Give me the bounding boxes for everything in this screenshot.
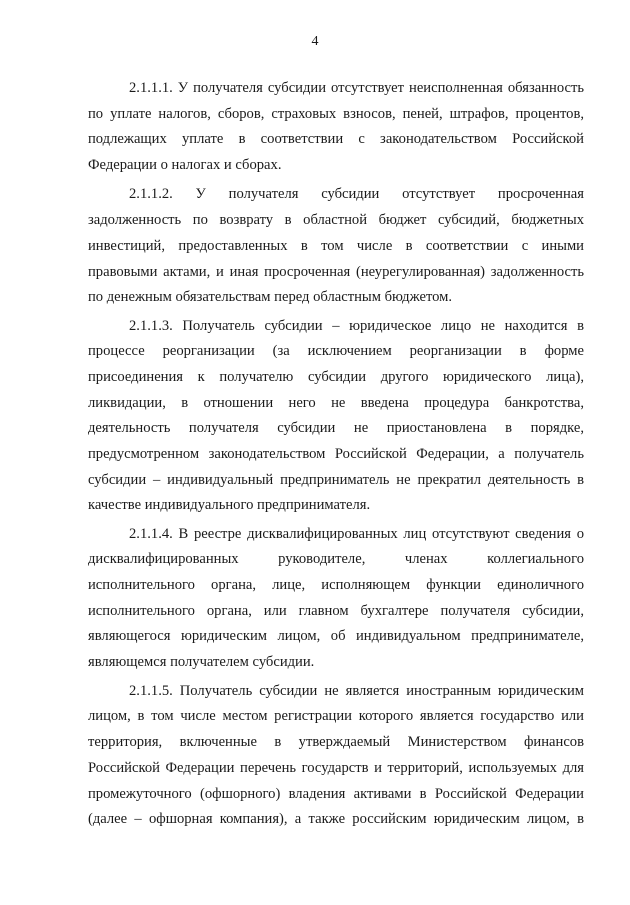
text-line: задолженность по возврату в областной бюджет субсидий, бюджетных — [88, 212, 584, 228]
page-number: 4 — [311, 34, 319, 49]
text-line: предусмотренном законодательством Российской Федерации, а получатель — [88, 446, 584, 462]
text-line: процессе реорганизации (за исключением реорганизации в форме — [88, 343, 584, 359]
text-line: ликвидации, в отношении него не введена процедура банкротства, — [88, 395, 584, 411]
text-line: являющегося юридическим лицом, об индивидуальном предпринимателе, — [88, 628, 584, 644]
text-line: исполнительного органа, или главном бухгалтере получателя субсидии, — [88, 603, 584, 619]
text-line: деятельность получателя субсидии не приостановлена в порядке, — [88, 420, 584, 436]
text-line: правовыми актами, и иная просроченная (неурегулированная) задолженность — [88, 264, 584, 280]
text-line: 2.1.1.4. В реестре дисквалифицированных лиц отсутствуют сведения о — [129, 526, 584, 542]
text-line: 2.1.1.3. Получатель субсидии – юридическое лицо не находится в — [129, 318, 584, 334]
text-line: подлежащих уплате в соответствии с законодательством Российской — [88, 131, 584, 147]
text-line: присоединения к получателю субсидии другого юридического лица), — [88, 369, 584, 385]
text-line: 2.1.1.2. У получателя субсидии отсутствует просроченная — [129, 186, 584, 202]
text-line: являющемся получателем субсидии. — [88, 654, 315, 670]
text-line: промежуточного (офшорного) владения активами в Российской Федерации — [88, 786, 584, 802]
text-line: инвестиций, предоставленных в том числе в соответствии с иными — [88, 238, 584, 254]
text-line: по уплате налогов, сборов, страховых взносов, пеней, штрафов, процентов, — [88, 106, 584, 122]
text-line: исполнительного органа, лице, исполняющем функции единоличного — [88, 577, 584, 593]
text-line: лицом, в том числе местом регистрации которого является государство или — [88, 708, 584, 724]
text-line: Российской Федерации перечень государств и территорий, используемых для — [88, 760, 584, 776]
text-line: по денежным обязательствам перед областным бюджетом. — [88, 289, 453, 305]
text-line: 2.1.1.5. Получатель субсидии не является иностранным юридическим — [129, 683, 584, 699]
text-line: 2.1.1.1. У получателя субсидии отсутствует неисполненная обязанность — [129, 80, 584, 96]
text-line: территория, включенные в утверждаемый Министерством финансов — [88, 734, 584, 750]
text-line: субсидии – индивидуальный предприниматель не прекратил деятельность в — [88, 472, 584, 488]
text-line: Федерации о налогах и сборах. — [88, 157, 282, 173]
text-line: качестве индивидуального предпринимателя. — [88, 497, 371, 513]
text-line: (далее – офшорная компания), а также российским юридическим лицом, в — [88, 811, 584, 827]
text-line: дисквалифицированных руководителе, членах коллегиального — [88, 551, 584, 567]
